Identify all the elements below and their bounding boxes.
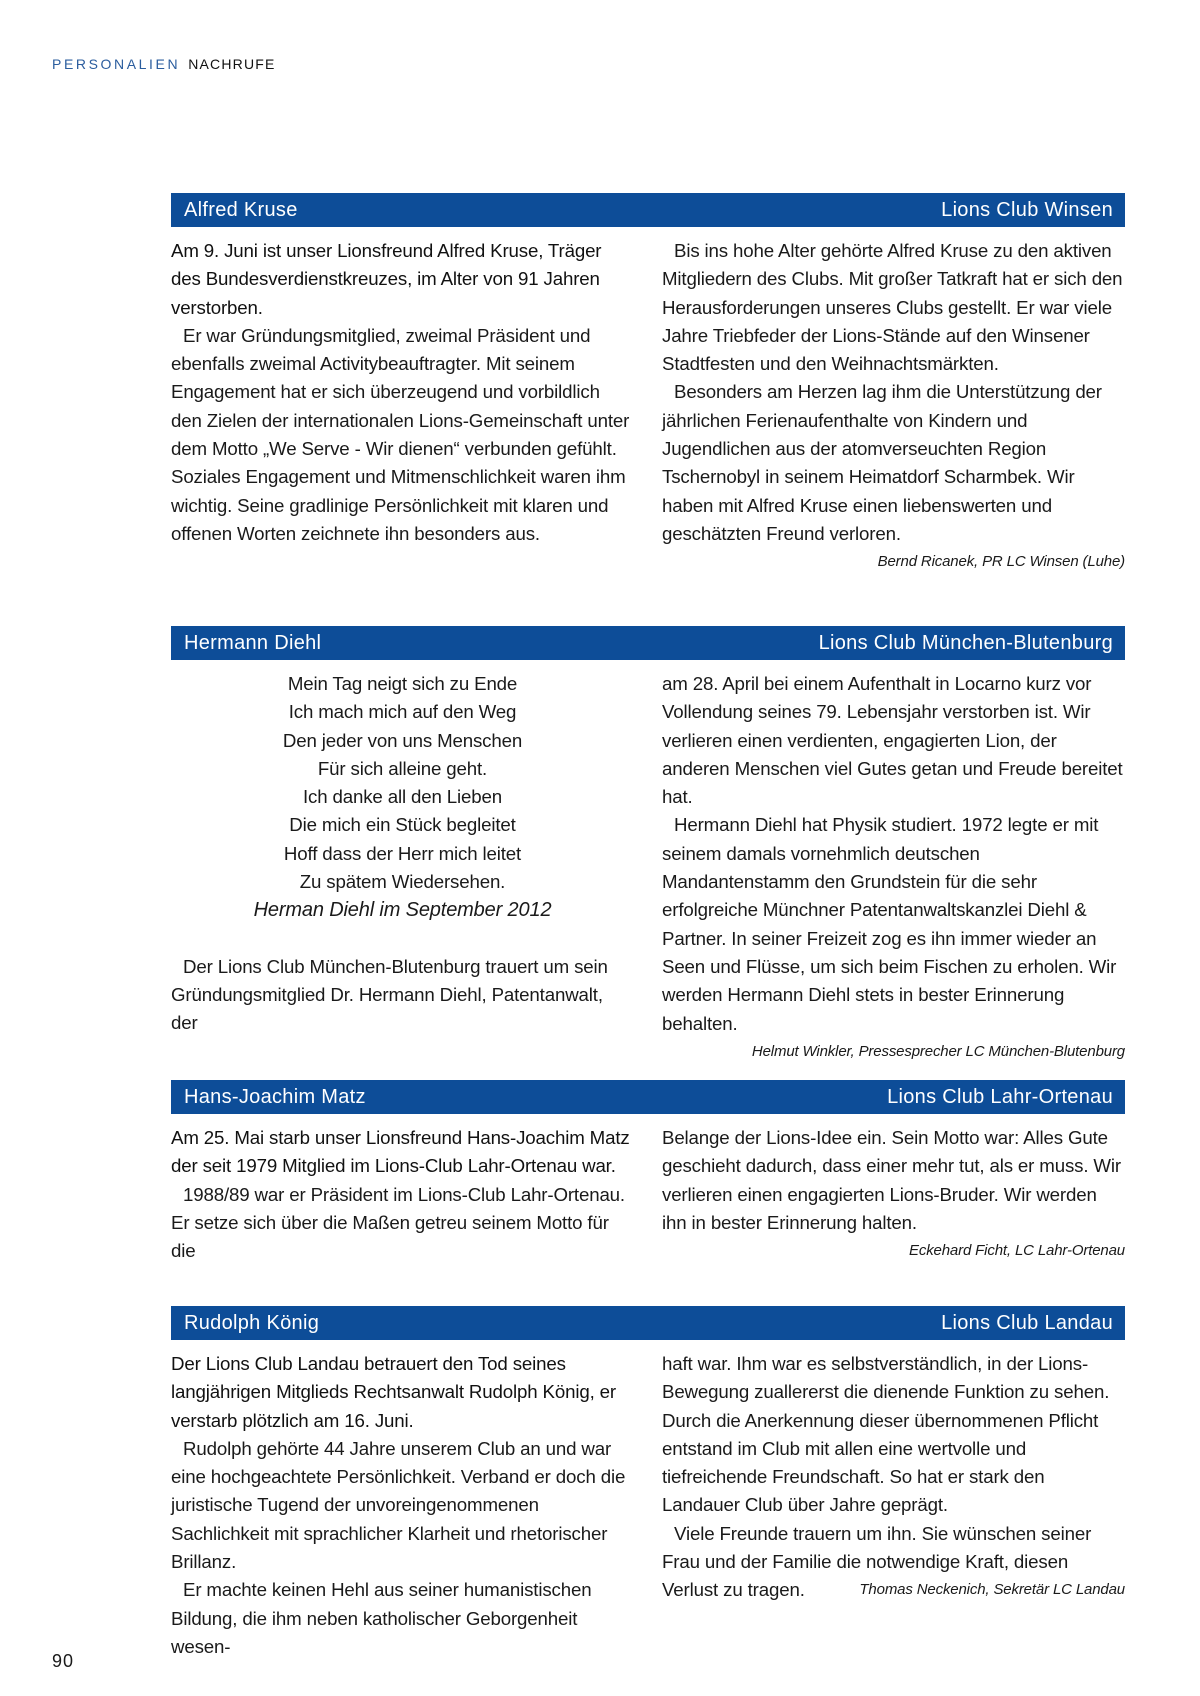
obituary-title-bar xyxy=(171,626,1125,660)
paragraph xyxy=(662,1520,1125,1605)
paragraph xyxy=(662,1124,1125,1260)
obituary-hans-joachim-matz xyxy=(171,1080,1125,1265)
club-name: Lions Club Landau xyxy=(941,1311,1113,1334)
paragraph: Hermann Diehl hat Physik studiert. 1972 legte er mit seinem damals vornehmlich deutschen Mandantenstamm den Grundstein für die sehr erfolgreiche Münchner Patentanwaltskanzlei Diehl & Partner. In seiner Freizeit zog es ihn immer wieder an Seen und Flüsse, um sich beim Fischen zu erholen. Wir werden Hermann Diehl stets in bester Erinnerung behalten. xyxy=(662,814,1117,1034)
lead-paragraph: Der Lions Club Landau betrauert den Tod seines langjährigen Mitglieds Rechtsanwalt Rudolph König, er verstarb plötzlich am 16. Juni. xyxy=(171,1353,616,1431)
poem-line: Zu spätem Wiedersehen. xyxy=(299,871,506,893)
obituary-title-bar xyxy=(171,193,1125,227)
lead-paragraph: Am 9. Juni ist unser Lionsfreund Alfred Kruse, Träger des Bundesverdienstkreuzes, im Alter von 91 Jahren verstorben. xyxy=(171,240,602,318)
signature: Thomas Neckenich, Sekretär LC Landau xyxy=(859,1581,1125,1599)
paragraph: Er machte keinen Hehl aus seiner humanistischen Bildung, die ihm neben katholischer Geborgenheit wesen- xyxy=(171,1579,592,1657)
signature: Helmut Winkler, Pressesprecher LC München-Blutenburg xyxy=(751,1042,1125,1060)
poem-line: Ich mach mich auf den Weg xyxy=(288,701,517,723)
paragraph: haft war. Ihm war es selbstverständlich, in der Lions-Bewegung zuallererst die dienende Funktion zu sehen. Durch die Anerkennung dieser übernommenen Pflicht entstand im Club mit allen eine wertvolle und tiefreichende Freundschaft. So hat er stark den Landauer Club über Jahre geprägt. xyxy=(662,1353,1110,1516)
obituary-title-bar xyxy=(171,1080,1125,1114)
poem-line: Ich danke all den Lieben xyxy=(302,786,502,808)
poem-line: Die mich ein Stück begleitet xyxy=(289,814,516,836)
paragraph-text: Viele Freunde trauern um ihn. Sie wünschen seiner Frau und der Familie die notwendige Kraft, diesen Verlust zu tragen. xyxy=(662,1522,1092,1601)
club-name: Lions Club Lahr-Ortenau xyxy=(887,1085,1113,1108)
section-label: PERSONALIEN xyxy=(52,56,181,72)
left-column xyxy=(171,237,634,577)
right-column xyxy=(662,237,1125,577)
left-column xyxy=(171,1124,634,1265)
paragraph: Er war Gründungsmitglied, zweimal Präsident und ebenfalls zweimal Activitybeauftragter. Mit seinem Engagement hat er sich überzeugend und vorbildlich den Zielen der internationalen Lions-Gemeinschaft unter dem Motto „We Serve - Wir dienen“ verbunden gefühlt. Soziales Engagement und Mitmenschlichkeit waren ihm wichtig. Seine gradlinige Persönlichkeit mit klaren und offenen Worten zeichnete ihn besonders aus. xyxy=(171,324,630,544)
person-name: Hans-Joachim Matz xyxy=(184,1085,366,1108)
poem-line: Hoff dass der Herr mich leitet xyxy=(283,842,522,864)
right-column xyxy=(662,1350,1125,1661)
club-name: Lions Club München-Blutenburg xyxy=(818,631,1113,654)
paragraph: 1988/89 war er Präsident im Lions-Club Lahr-Ortenau. Er setze sich über die Maßen getreu seinem Motto für die xyxy=(171,1183,625,1262)
poem-author: Herman Diehl im September 2012 xyxy=(253,899,552,922)
person-name: Alfred Kruse xyxy=(184,198,298,221)
poem xyxy=(171,670,634,925)
left-column xyxy=(171,670,634,1066)
right-column xyxy=(662,1124,1125,1265)
paragraph: Der Lions Club München-Blutenburg trauert um sein Gründungsmitglied Dr. Hermann Diehl, Patentanwalt, der xyxy=(171,955,608,1034)
signature: Eckehard Ficht, LC Lahr-Ortenau xyxy=(908,1242,1125,1260)
paragraph: Bis ins hohe Alter gehörte Alfred Kruse zu den aktiven Mitgliedern des Clubs. Mit großer Tatkraft hat er sich den Herausforderungen unseres Clubs gestellt. Er war viele Jahre Triebfeder der Lions-Stände auf den Winsener Stadtfesten und den Weihnachtsmärkten. xyxy=(662,240,1123,375)
running-head xyxy=(52,56,276,72)
subsection-label: NACHRUFE xyxy=(188,56,276,72)
obituary-hermann-diehl xyxy=(171,626,1125,1066)
poem-line: Für sich alleine geht. xyxy=(317,757,488,779)
club-name: Lions Club Winsen xyxy=(941,198,1113,221)
right-column xyxy=(662,670,1125,1066)
paragraph xyxy=(662,378,1125,571)
person-name: Hermann Diehl xyxy=(184,631,322,654)
lead-paragraph: Am 25. Mai starb unser Lionsfreund Hans-Joachim Matz der seit 1979 Mitglied im Lions-Club Lahr-Ortenau war. xyxy=(171,1127,630,1177)
paragraph-text: Besonders am Herzen lag ihm die Unterstützung der jährlichen Ferienaufenthalte von Kindern und Jugendlichen aus der atomverseuchten Region Tschernobyl in seinem Heimatdorf Scharmbek. Wir haben mit Alfred Kruse einen liebenswerten und geschätzten Freund verloren. xyxy=(662,381,1102,544)
paragraph: Rudolph gehörte 44 Jahre unserem Club an und war eine hochgeachtete Persönlichkeit. Verband er doch die juristische Tugend der unvoreingenommenen Sachlichkeit mit sprachlicher Klarheit und rhetorischer Brillanz. xyxy=(171,1437,626,1573)
poem-line: Mein Tag neigt sich zu Ende xyxy=(287,673,518,694)
obituary-alfred-kruse xyxy=(171,193,1125,577)
person-name: Rudolph König xyxy=(184,1311,320,1334)
poem-line: Den jeder von uns Menschen xyxy=(282,729,523,751)
page-number: 90 xyxy=(52,1651,75,1671)
left-column xyxy=(171,1350,634,1661)
paragraph-text: Belange der Lions-Idee ein. Sein Motto war: Alles Gute geschieht dadurch, dass einer mehr tut, als er muss. Wir verlieren einen engagierten Lions-Bruder. Wir werden ihn in bester Erinnerung halten. xyxy=(662,1127,1121,1233)
signature: Bernd Ricanek, PR LC Winsen (Luhe) xyxy=(877,553,1125,571)
obituary-title-bar xyxy=(171,1306,1125,1340)
paragraph: am 28. April bei einem Aufenthalt in Locarno kurz vor Vollendung seines 79. Lebensjahr verstorben ist. Wir verlieren einen verdienten, engagierten Lion, der anderen Menschen viel Gutes getan und Freude bereitet hat. xyxy=(662,673,1123,808)
obituary-rudolph-koenig xyxy=(171,1306,1125,1661)
